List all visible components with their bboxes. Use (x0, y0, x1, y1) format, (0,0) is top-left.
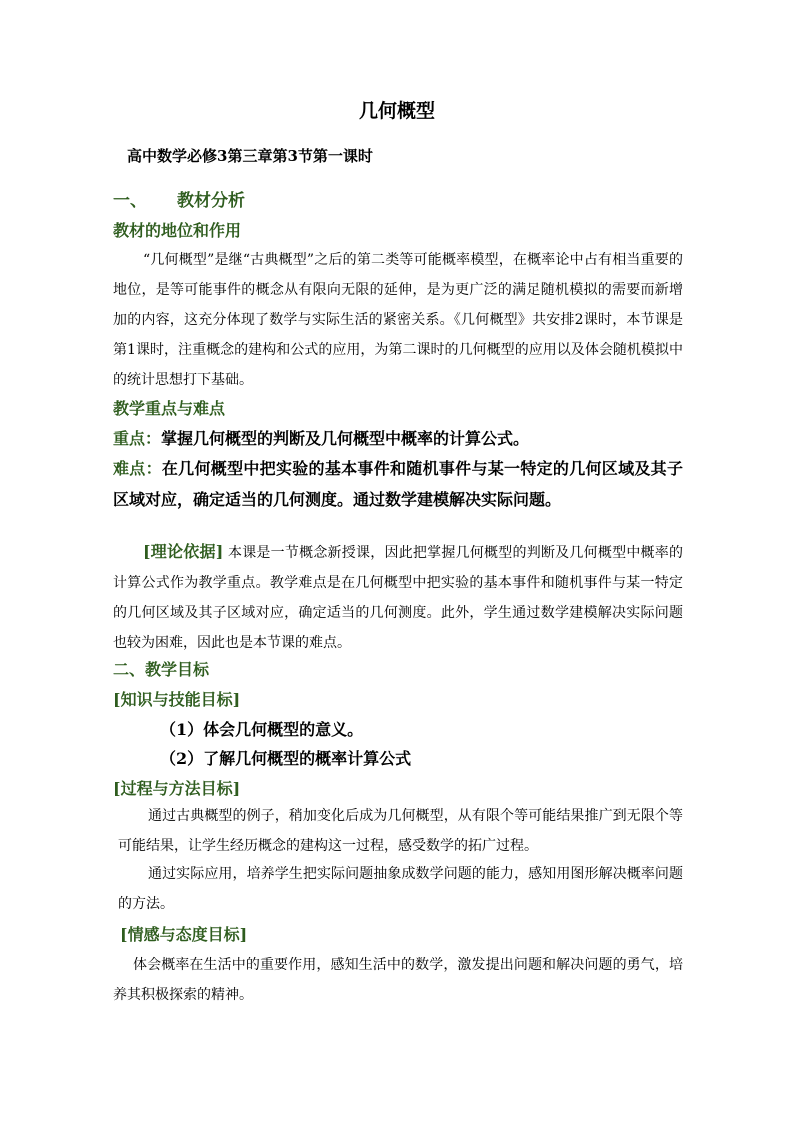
difficult-point-text: 在几何概型中把实验的基本事件和随机事件与某一特定的几何区域及其子区域对应，确定适当的几何测度。通过数学建模解决实际问题。 (113, 459, 683, 509)
section1-title: 教材分析 (177, 191, 245, 211)
key-point (113, 423, 683, 454)
section1-paragraph1: “几何概型”是继“古典概型”之后的第二类等可能概率模型，在概率论中占有相当重要的地位，是等可能事件的概念从有限向无限的延伸，是为更广泛的满足随机模拟的需要而新增加的内容，这充分体现了数学与实际生活的紧密关系。《几何概型》共安排2课时，本节课是第1课时，注重概念的建构和公式的应用，为第二课时的几何概型的应用以及体会随机模拟中的统计思想打下基础。 (113, 252, 683, 388)
theory-basis-label: [理论依据] (143, 542, 224, 561)
process-paragraph-1: 通过古典概型的例子，稍加变化后成为几何概型，从有限个等可能结果推广到无限个等可能结果，让学生经历概念的建构这一过程，感受数学的拓广过程。 (118, 808, 683, 854)
theory-basis-paragraph (113, 537, 683, 658)
section1-sub1-heading: 教材的地位和作用 (113, 221, 242, 240)
page-title: 几何概型 (358, 100, 435, 122)
section1-sub2-heading: 教学重点与难点 (113, 399, 226, 418)
knowledge-goals-heading: [知识与技能目标] (113, 690, 241, 709)
knowledge-goal-1: （1）体会几何概型的意义。 (160, 720, 364, 739)
key-point-text: 掌握几何概型的判断及几何概型中概率的计算公式。 (161, 429, 530, 448)
process-paragraph-2: 通过实际应用，培养学生把实际问题抽象成数学问题的能力，感知用图形解决概率问题的方法。 (118, 866, 683, 912)
theory-basis-text: 本课是一节概念新授课，因此把掌握几何概型的判断及几何概型中概率的计算公式作为教学重点。教学难点是在几何概型中把实验的基本事件和随机事件与某一特定的几何区域及其子区域对应，确定适当的几何测度。此外，学生通过数学建模解决实际问题也较为困难，因此也是本节课的难点。 (113, 545, 683, 651)
key-point-label: 重点： (113, 429, 162, 448)
section2-heading: 二、教学目标 (113, 660, 210, 679)
difficult-point (113, 453, 683, 515)
page-subtitle: 高中数学必修3第三章第3节第一课时 (127, 147, 373, 165)
section1-number: 一、 (113, 191, 147, 211)
difficult-point-label: 难点： (113, 459, 162, 478)
emotion-goals-heading: [情感与态度目标] (120, 925, 248, 944)
section1-heading (113, 186, 245, 211)
emotion-paragraph: 体会概率在生活中的重要作用，感知生活中的数学，激发提出问题和解决问题的勇气，培养其积极探索的精神。 (113, 957, 683, 1003)
knowledge-goal-2: （2）了解几何概型的概率计算公式 (160, 749, 412, 768)
process-goals-heading: [过程与方法目标] (113, 779, 241, 798)
